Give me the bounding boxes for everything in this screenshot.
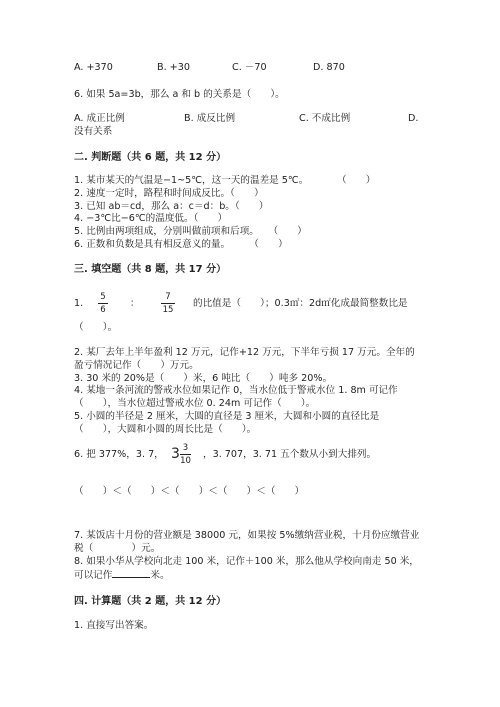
judge-item-5: 5. 比例由两项组成，分别叫做前项和后项。 （ ） [74,226,307,237]
q6-option-d-text: 没有关系 [74,126,113,137]
judge-item-6: 6. 正数和负数是具有相反意义的量。 （ ） [74,239,288,250]
fill-q1-line2: （ ）。 [74,322,118,333]
fill-q1-text: 的比值是（ ）；0.3㎡：2d㎡化成最简整数比是 [193,298,408,309]
q6-option-d-label: D. [408,113,419,124]
fraction-numerator: 3 [182,443,189,453]
judge-item-1: 1. 某市某天的气温是−1~5℃，这一天的温差是 5℃。 （ ） [74,175,376,186]
judge-item-2: 2. 速度一定时，路程和时间成反比。（ ） [74,188,264,199]
fraction-bar [161,303,175,304]
fraction-denominator: 10 [180,456,191,466]
fraction-denominator: 6 [100,305,106,315]
fraction-numerator: 5 [100,292,106,302]
option-d: D. 870 [313,62,345,73]
q6-option-a: A. 成正比例 [74,113,125,124]
fraction-5-6 [98,292,108,315]
fill-q4-line1: 4. 某地一条河流的警戒水位如果记作 0，当水位低于警戒水位 1. 8m 可记作 [74,385,398,396]
fill-q8-prefix: 可以记作 [74,570,113,581]
fill-q6-post: ，3. 707，3. 71 五个数从小到大排列。 [203,449,377,460]
fill-q3: 3. 30 米的 20%是（ ）米，6 吨比（ ）吨多 20%。 [74,373,333,384]
fill-q7-line1: 7. 某饭店十月份的营业额是 38000 元，如果按 5%缴纳营业税，十月份应缴营业 [74,530,420,541]
judge-item-4: 4. −3℃比−6℃的温度低。（ ） [74,213,228,224]
ratio-colon: ： [130,298,140,309]
fill-q5-line1: 5. 小圆的半径是 2 厘米，大圆的直径是 3 厘米，大圆和小圆的直径比是 [74,411,380,422]
fill-q4-line2: （ ），当水位超过警戒水位 0. 24m 可记作（ ）。 [74,398,316,409]
mixed-number-whole: 3 [171,446,180,462]
judge-item-3: 3. 已知 ab＝cd，那么 a：c＝d：b。（ ） [74,201,269,212]
answer-blank [112,568,150,578]
question-6-stem: 6. 如果 5a=3b，那么 a 和 b 的关系是（ ）。 [74,89,285,100]
mixed-number-fraction [180,443,191,466]
option-b: B. +30 [157,62,190,73]
option-c: C. －70 [232,62,267,73]
fraction-bar [98,303,108,304]
fill-q5-line2: （ ），大圆和小圆的周长比是（ ）。 [74,424,257,435]
fill-q1-number: 1. [74,298,84,309]
q6-option-b: B. 成反比例 [184,113,236,124]
calc-q1: 1. 直接写出答案。 [74,620,154,631]
section-4-title: 四. 计算题（共 2 题，共 12 分） [74,596,227,607]
fill-q8-line1: 8. 如果小华从学校向北走 100 米，记作＋100 米，那么他从学校向南走 50 米， [74,556,419,567]
option-a: A. +370 [74,62,113,73]
section-3-title: 三. 填空题（共 8 题，共 17 分） [74,264,227,275]
fill-q7-line2: 税（ ）元。 [74,543,161,554]
fill-q6-pre: 6. 把 377%，3. 7， [74,449,164,460]
fill-q8-line2 [74,568,170,582]
q6-option-c: C. 不成比例 [299,113,351,124]
fill-q8-suffix: 米。 [150,570,170,581]
fraction-denominator: 15 [162,305,174,315]
fill-q6-order: （ ）＜（ ）＜（ ）＜（ ）＜（ ） [74,486,305,497]
fraction-bar [180,454,191,455]
fraction-7-15 [161,292,175,315]
section-2-title: 二. 判断题（共 6 题，共 12 分） [74,152,227,163]
fill-q2-line1: 2. 某厂去年上半年盈利 12 万元，记作+12 万元，下半年亏损 17 万元。全年的 [74,347,415,358]
fraction-numerator: 7 [165,292,171,302]
fill-q2-line2: 盈亏情况记作（ ）万元。 [74,360,199,371]
